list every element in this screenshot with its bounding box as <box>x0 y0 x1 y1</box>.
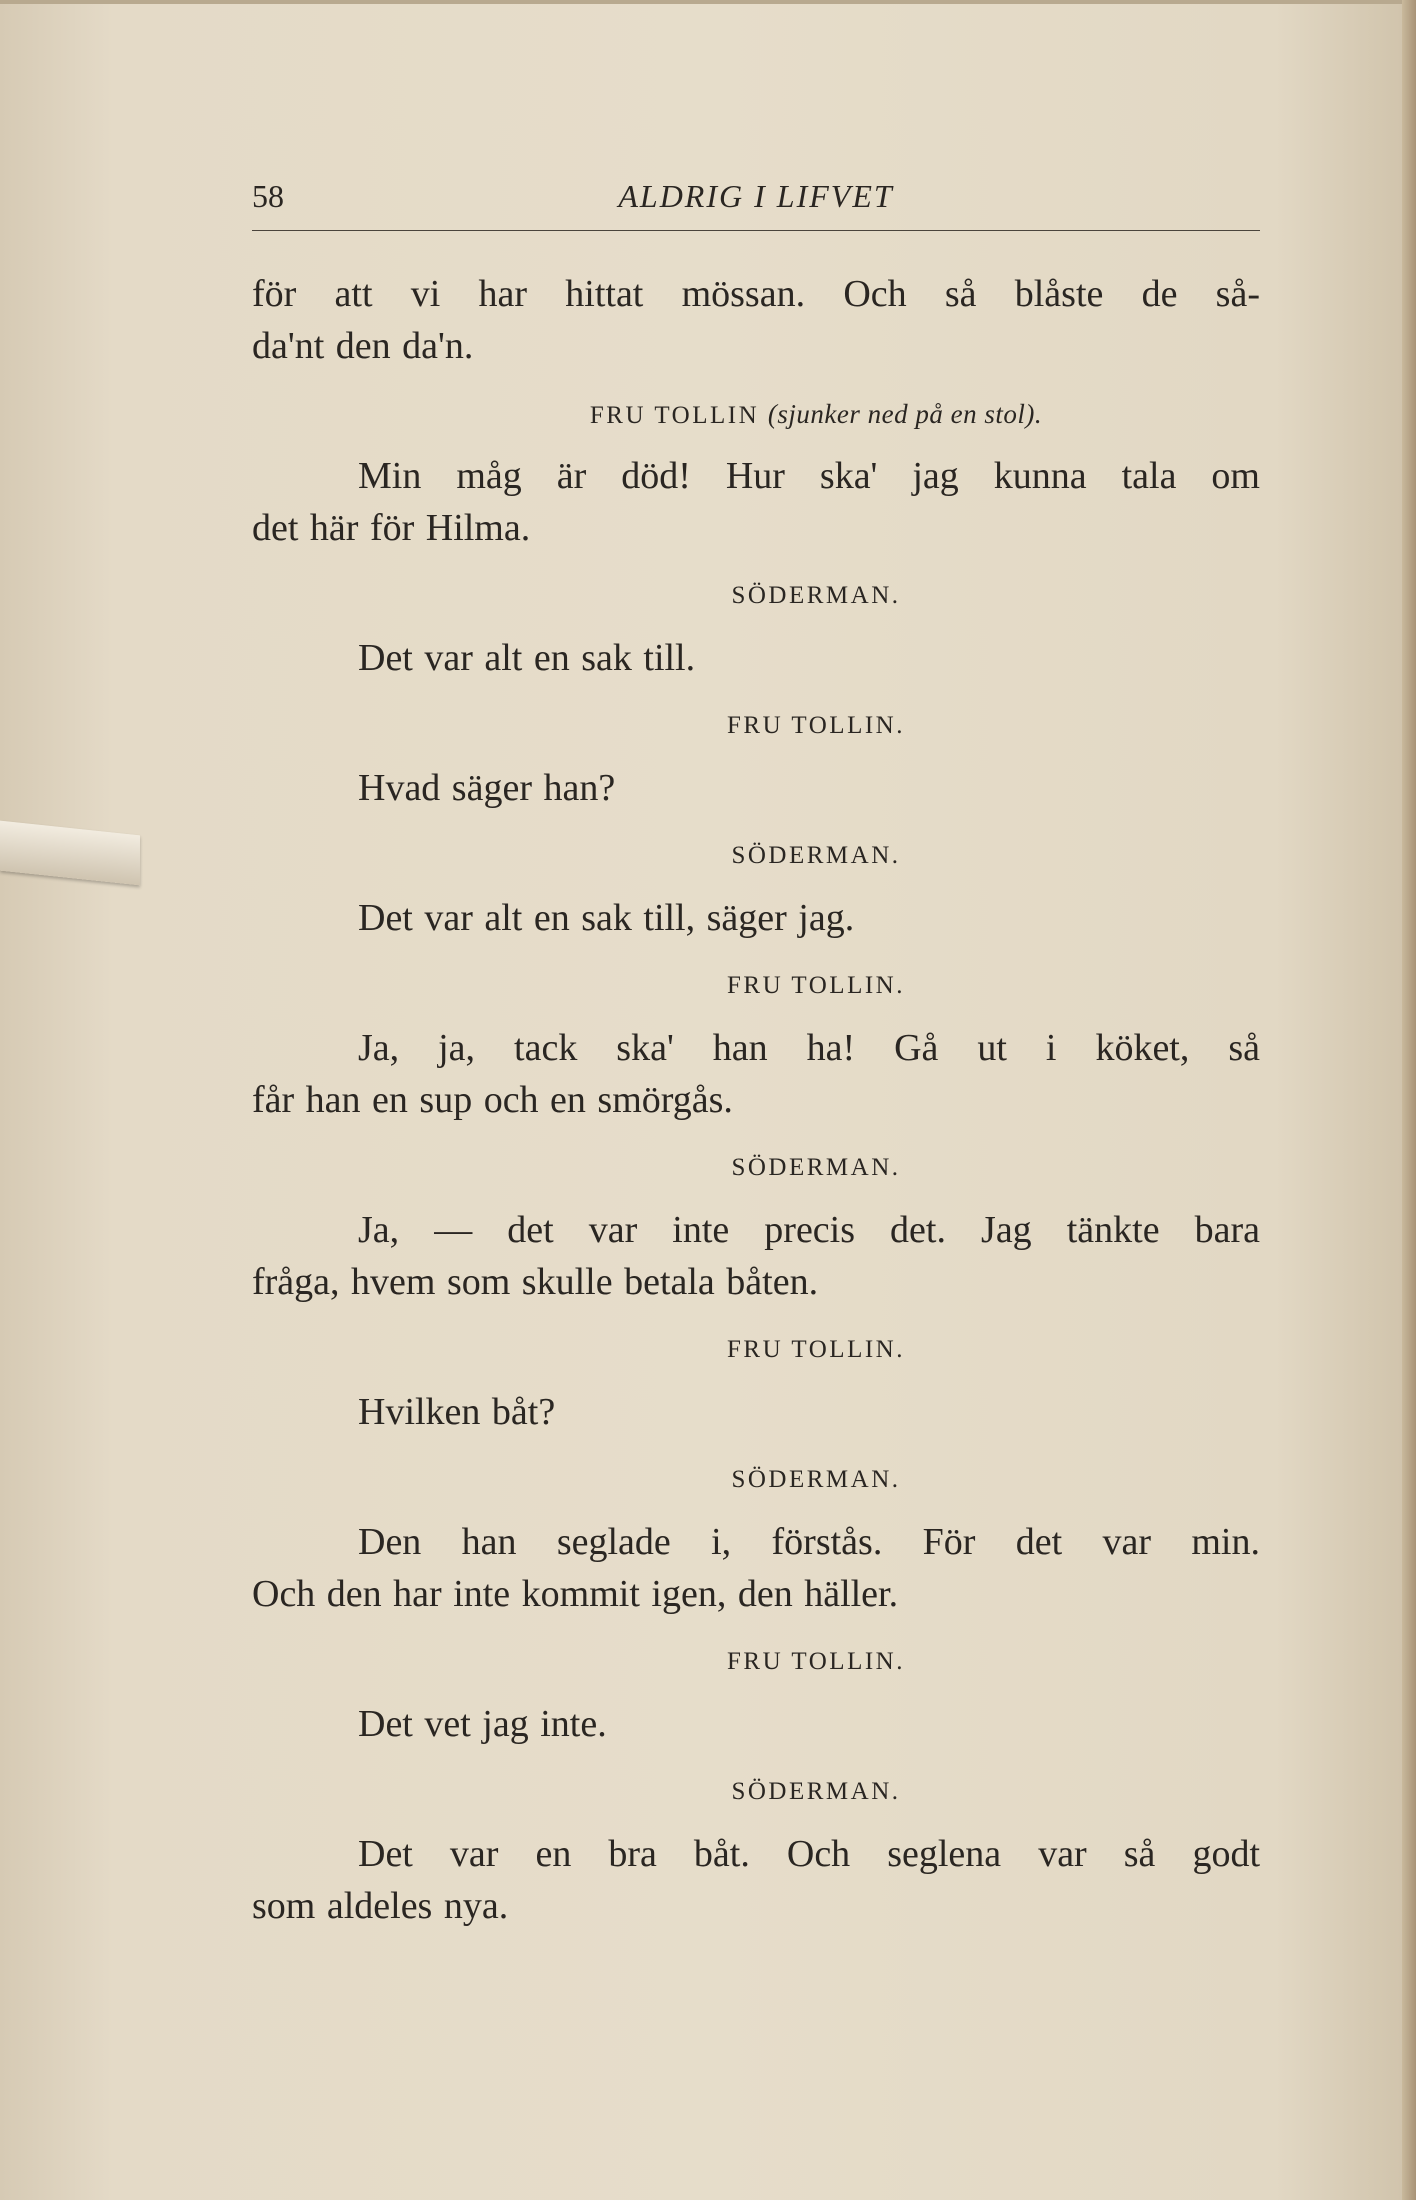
page-number: 58 <box>252 178 284 214</box>
speaker-name: SÖDERMAN. <box>731 582 901 609</box>
speaker-name: FRU TOLLIN. <box>727 972 905 999</box>
text-line: Det var alt en sak till. <box>358 637 696 679</box>
text-line: det här för Hilma. <box>252 507 531 549</box>
text-line: Ja, — det var inte precis det. Jag tänkte bara <box>358 1209 1260 1251</box>
text-line: får han en sup och en smörgås. <box>252 1079 733 1121</box>
speaker-heading <box>252 706 1260 746</box>
text-line: Det var en bra båt. Och seglena var så godt <box>358 1833 1260 1875</box>
speaker-name: SÖDERMAN. <box>731 1466 901 1493</box>
speaker-name: SÖDERMAN. <box>731 1778 901 1805</box>
body-text <box>252 268 1260 1932</box>
speaker-name: SÖDERMAN. <box>731 1154 901 1181</box>
text-line: för att vi har hittat mössan. Och så blåste de så- <box>252 273 1260 315</box>
speaker-heading <box>252 1330 1260 1370</box>
text-line: Hvad säger han? <box>358 767 616 809</box>
text-line: Ja, ja, tack ska' han ha! Gå ut i köket, så <box>358 1027 1260 1069</box>
running-header <box>252 178 1260 231</box>
speaker-heading <box>252 1772 1260 1812</box>
speaker-name: SÖDERMAN. <box>731 842 901 869</box>
speaker-heading <box>252 836 1260 876</box>
text-line: Den han seglade i, förstås. För det var min. <box>358 1521 1260 1563</box>
speaker-heading <box>252 966 1260 1006</box>
running-title: ALDRIG I LIFVET <box>618 178 894 214</box>
speaker-heading <box>252 394 1260 434</box>
speaker-heading <box>252 1148 1260 1188</box>
stage-direction: (sjunker ned på en stol). <box>767 399 1043 429</box>
text-line: fråga, hvem som skulle betala båten. <box>252 1261 819 1303</box>
text-line: Och den har inte kommit igen, den häller. <box>252 1573 899 1615</box>
speaker-name: FRU TOLLIN. <box>727 1648 905 1675</box>
speaker-name: FRU TOLLIN. <box>727 1336 905 1363</box>
page-right-edge <box>1402 0 1416 2200</box>
speaker-heading <box>252 1642 1260 1682</box>
text-line: som aldeles nya. <box>252 1885 509 1927</box>
speaker-name: FRU TOLLIN. <box>727 712 905 739</box>
text-line: Hvilken båt? <box>358 1391 556 1433</box>
text-line: Min måg är död! Hur ska' jag kunna tala om <box>358 455 1260 497</box>
page-top-edge <box>0 0 1416 4</box>
speaker-heading <box>252 1460 1260 1500</box>
speaker-name: FRU TOLLIN <box>589 402 760 429</box>
text-line: Det vet jag inte. <box>358 1703 607 1745</box>
speaker-heading <box>252 576 1260 616</box>
text-line: Det var alt en sak till, säger jag. <box>358 897 855 939</box>
text-line: da'nt den da'n. <box>252 325 474 367</box>
